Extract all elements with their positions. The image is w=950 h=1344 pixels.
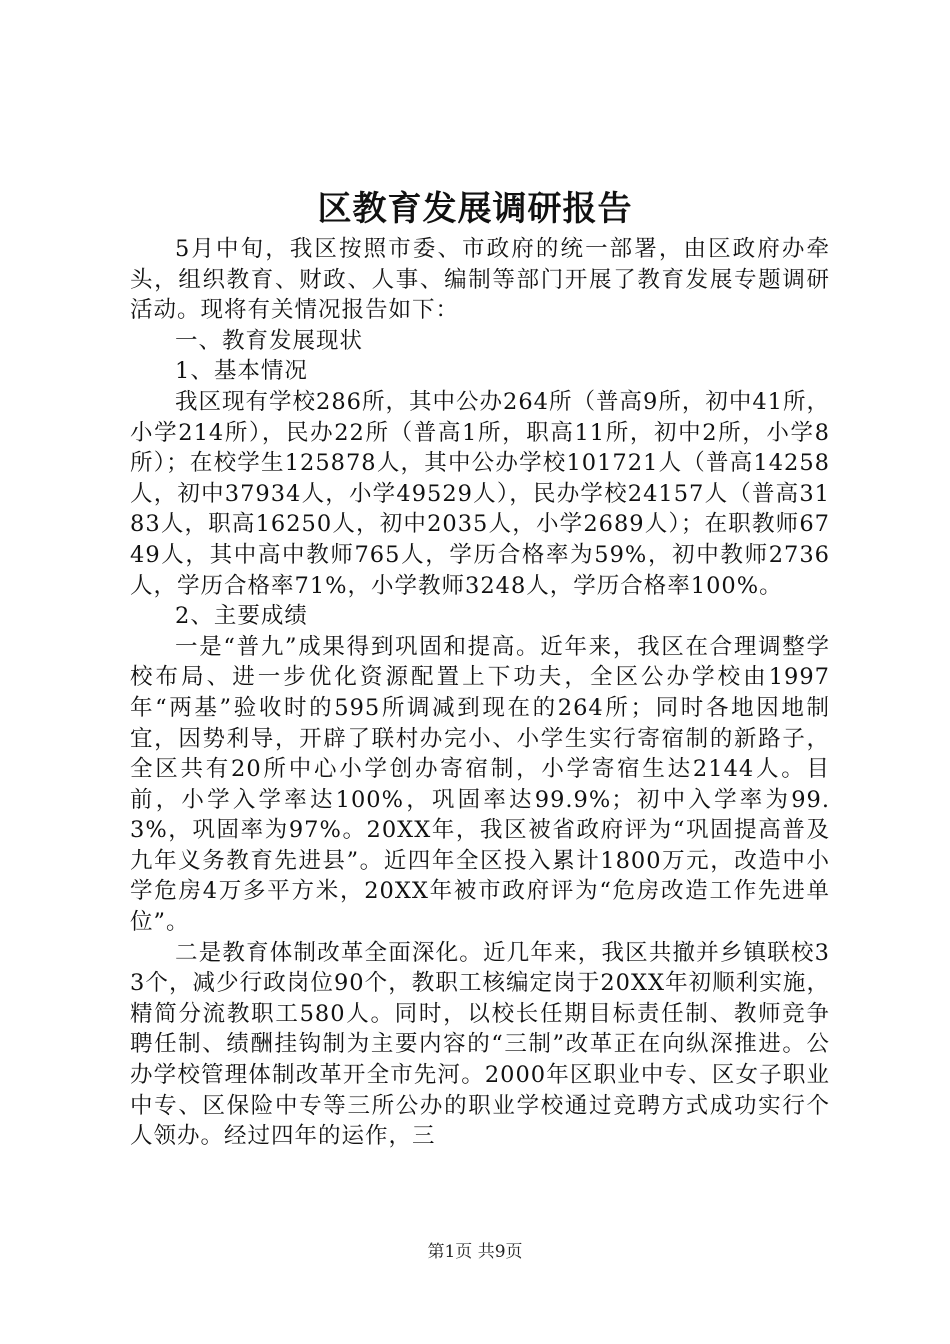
basic-situation-paragraph: 我区现有学校286所，其中公办264所（普高9所，初中41所，小学214所），民办22所（普高1所，职高11所，初中2所，小学8所）；在校学生125878人，其中公办学校101721人（普高14258人，初中37934人，小学49529人），民办学校24157人（普高3183人，职高16250人，初中2035人，小学2689人）；在职教师6749人，其中高中教师765人，学历合格率为59%，初中教师2736人，学历合格率71%，小学教师3248人，学历合格率100%。 (130, 388, 830, 599)
reform-paragraph: 二是教育体制改革全面深化。近几年来，我区共撤并乡镇联校33个，减少行政岗位90个，教职工核编定岗于20XX年初顺利实施，精简分流教职工580人。同时，以校长任期目标责任制、教师竞争聘任制、绩酬挂钩制为主要内容的“三制”改革正在向纵深推进。公办学校管理体制改革开全市先河。2000年区职业中专、区女子职业中专、区保险中专等三所公办的职业学校通过竞聘方式成功实行个人领办。经过四年的运作，三 (130, 939, 830, 1150)
intro-paragraph: 5月中旬，我区按照市委、市政府的统一部署，由区政府办牵头，组织教育、财政、人事、编制等部门开展了教育发展专题调研活动。现将有关情况报告如下： (130, 236, 830, 324)
subsection-heading: 1、基本情况 (175, 358, 308, 385)
section-heading: 一、教育发展现状 (175, 327, 364, 354)
document-body (130, 234, 830, 1152)
document-title: 区教育发展调研报告 (317, 189, 633, 229)
page-number: 第1页 共9页 (427, 1242, 523, 1262)
subsection-heading: 2、主要成绩 (175, 603, 308, 630)
achievement-paragraph: 一是“普九”成果得到巩固和提高。近年来，我区在合理调整学校布局、进一步优化资源配置上下功夫，全区公办学校由1997年“两基”验收时的595所调减到现在的264所；同时各地因地制宜，因势利导，开辟了联村办完小、小学生实行寄宿制的新路子，全区共有20所中心小学创办寄宿制，小学寄宿生达2144人。目前，小学入学率达100%，巩固率达99.9%；初中入学率为99.3%，巩固率为97%。20XX年，我区被省政府评为“巩固提高普及九年义务教育先进县”。近四年全区投入累计1800万元，改造中小学危房4万多平方米，20XX年被市政府评为“危房改造工作先进单位”。 (130, 633, 830, 936)
